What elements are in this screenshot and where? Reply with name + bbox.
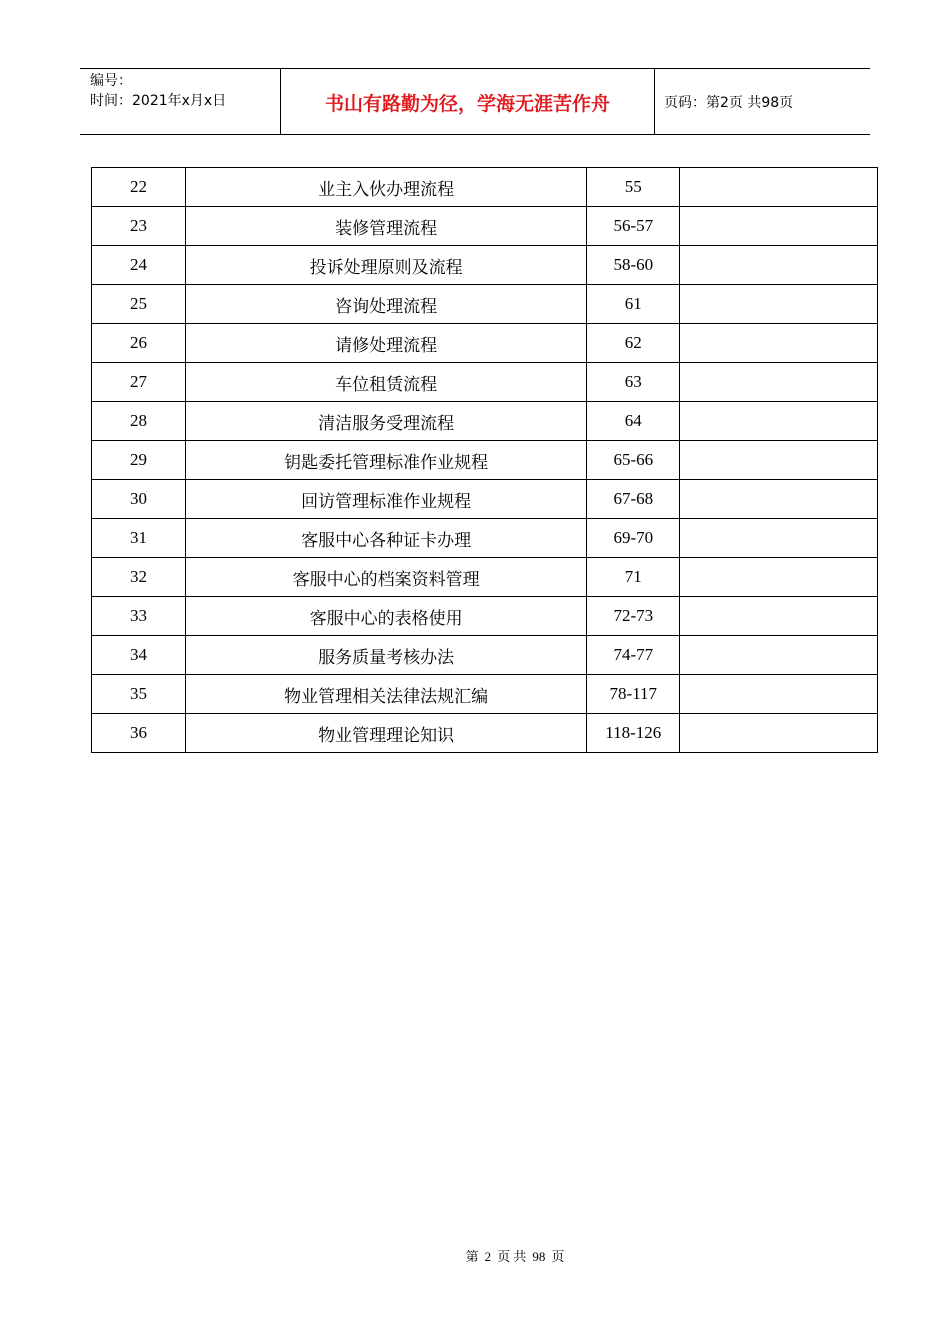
toc-note-cell	[680, 324, 878, 363]
table-row	[92, 714, 878, 753]
toc-title-cell: 物业管理理论知识	[185, 714, 586, 753]
footer-suffix: 页	[551, 1249, 565, 1264]
toc-number-cell: 32	[92, 558, 186, 597]
toc-pages-cell: 69-70	[587, 519, 680, 558]
serial-label: 编号：	[90, 73, 132, 89]
table-row	[92, 246, 878, 285]
toc-note-cell	[680, 675, 878, 714]
page-footer	[0, 1246, 950, 1265]
toc-pages-cell: 63	[587, 363, 680, 402]
page-header	[80, 68, 870, 135]
toc-title-cell: 投诉处理原则及流程	[185, 246, 586, 285]
toc-number-cell: 33	[92, 597, 186, 636]
table-row	[92, 363, 878, 402]
table-row	[92, 597, 878, 636]
header-motto: 书山有路勤为径，学海无涯苦作舟	[324, 93, 610, 115]
header-divider	[654, 69, 655, 135]
table-row	[92, 441, 878, 480]
toc-pages-cell: 62	[587, 324, 680, 363]
toc-title-cell: 咨询处理流程	[185, 285, 586, 324]
toc-number-cell: 31	[92, 519, 186, 558]
toc-number-cell: 22	[92, 168, 186, 207]
toc-title-cell: 请修处理流程	[185, 324, 586, 363]
toc-title-cell: 回访管理标准作业规程	[185, 480, 586, 519]
toc-note-cell	[680, 207, 878, 246]
toc-pages-cell: 55	[587, 168, 680, 207]
table-row	[92, 519, 878, 558]
footer-prefix: 第	[465, 1249, 479, 1264]
toc-number-cell: 27	[92, 363, 186, 402]
toc-pages-cell: 118-126	[587, 714, 680, 753]
table-row	[92, 675, 878, 714]
toc-note-cell	[680, 402, 878, 441]
toc-note-cell	[680, 597, 878, 636]
toc-note-cell	[680, 363, 878, 402]
toc-note-cell	[680, 519, 878, 558]
toc-note-cell	[680, 636, 878, 675]
toc-number-cell: 30	[92, 480, 186, 519]
toc-title-cell: 物业管理相关法律法规汇编	[185, 675, 586, 714]
toc-title-cell: 客服中心的表格使用	[185, 597, 586, 636]
table-row	[92, 636, 878, 675]
toc-note-cell	[680, 441, 878, 480]
toc-pages-cell: 78-117	[587, 675, 680, 714]
table-row	[92, 207, 878, 246]
footer-current-page: 2	[484, 1249, 492, 1264]
toc-pages-cell: 71	[587, 558, 680, 597]
toc-number-cell: 29	[92, 441, 186, 480]
toc-number-cell: 35	[92, 675, 186, 714]
toc-number-cell: 36	[92, 714, 186, 753]
toc-table	[91, 167, 878, 753]
toc-pages-cell: 61	[587, 285, 680, 324]
toc-title-cell: 业主入伙办理流程	[185, 168, 586, 207]
toc-title-cell: 清洁服务受理流程	[185, 402, 586, 441]
toc-number-cell: 26	[92, 324, 186, 363]
footer-total-pages: 98	[532, 1249, 546, 1264]
table-row	[92, 480, 878, 519]
toc-note-cell	[680, 714, 878, 753]
toc-title-cell: 车位租赁流程	[185, 363, 586, 402]
toc-pages-cell: 67-68	[587, 480, 680, 519]
toc-pages-cell: 72-73	[587, 597, 680, 636]
toc-number-cell: 23	[92, 207, 186, 246]
footer-middle: 页 共	[497, 1249, 527, 1264]
toc-title-cell: 客服中心各种证卡办理	[185, 519, 586, 558]
toc-pages-cell: 74-77	[587, 636, 680, 675]
toc-number-cell: 34	[92, 636, 186, 675]
toc-note-cell	[680, 285, 878, 324]
toc-note-cell	[680, 168, 878, 207]
toc-pages-cell: 64	[587, 402, 680, 441]
toc-body	[92, 168, 878, 753]
toc-pages-cell: 65-66	[587, 441, 680, 480]
toc-note-cell	[680, 558, 878, 597]
toc-number-cell: 28	[92, 402, 186, 441]
table-row	[92, 324, 878, 363]
header-meta	[90, 71, 280, 111]
toc-title-cell: 客服中心的档案资料管理	[185, 558, 586, 597]
toc-note-cell	[680, 246, 878, 285]
toc-title-cell: 钥匙委托管理标准作业规程	[185, 441, 586, 480]
toc-pages-cell: 58-60	[587, 246, 680, 285]
toc-title-cell: 服务质量考核办法	[185, 636, 586, 675]
toc-pages-cell: 56-57	[587, 207, 680, 246]
table-row	[92, 558, 878, 597]
table-row	[92, 285, 878, 324]
table-row	[92, 168, 878, 207]
time-label: 时间：2021年x月x日	[90, 93, 227, 109]
toc-number-cell: 24	[92, 246, 186, 285]
table-row	[92, 402, 878, 441]
header-page-info: 页码：第2页 共98页	[664, 95, 794, 111]
toc-title-cell: 装修管理流程	[185, 207, 586, 246]
toc-number-cell: 25	[92, 285, 186, 324]
toc-note-cell	[680, 480, 878, 519]
